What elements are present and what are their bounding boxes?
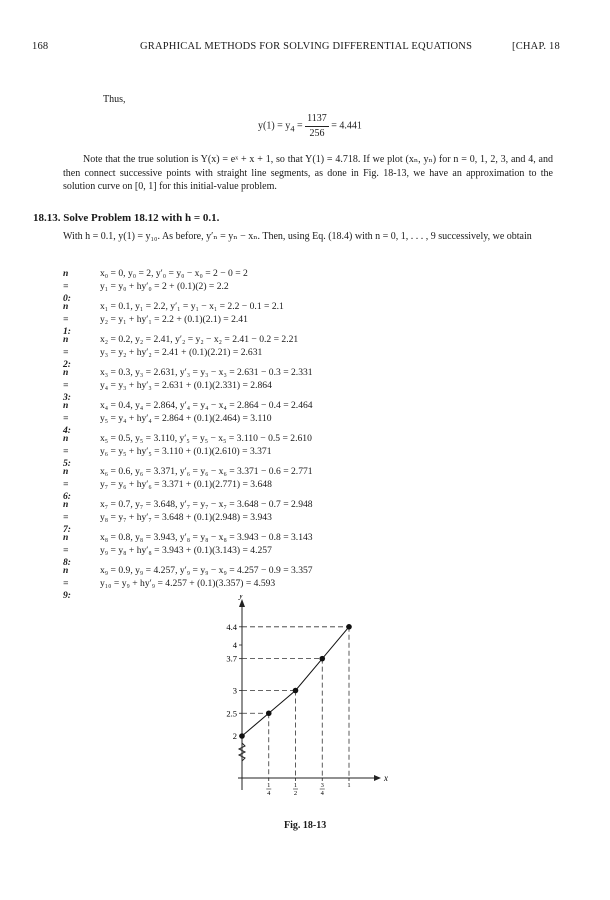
y-tick-label: 2.5 xyxy=(226,708,237,719)
step-line-2: y₆ = y₅ + hy′₅ = 3.110 + (0.1)(2.610) = 3.371 xyxy=(100,446,272,457)
data-point xyxy=(293,688,299,694)
y-axis-arrow xyxy=(239,599,245,607)
step-line-2: y₃ = y₂ + hy′₂ = 2.41 + (0.1)(2.21) = 2.631 xyxy=(100,347,263,358)
step-line-1: x₈ = 0.8, y₈ = 3.943, y′₈ = y₈ − x₈ = 3.943 − 0.8 = 3.143 xyxy=(100,532,313,543)
step-line-1: x₅ = 0.5, y₅ = 3.110, y′₅ = y₅ − x₅ = 3.110 − 0.5 = 2.610 xyxy=(100,433,312,444)
step-line-1: x₉ = 0.9, y₉ = 4.257, y′₉ = y₉ − x₉ = 4.257 − 0.9 = 3.357 xyxy=(100,565,313,576)
step-line-1: x₆ = 0.6, y₆ = 3.371, y′₆ = y₆ − x₆ = 3.371 − 0.6 = 2.771 xyxy=(100,466,313,477)
y-tick-label: 3.7 xyxy=(226,653,237,664)
equation-fraction xyxy=(305,112,329,140)
data-point xyxy=(319,656,325,662)
step-label: n = 3: xyxy=(63,367,71,403)
euler-figure xyxy=(222,595,402,810)
step-label: n = 1: xyxy=(63,301,71,337)
problem-intro: With h = 0.1, y(1) = y₁₀. As before, y′ₙ = yₙ − xₙ. Then, using Eq. (18.4) with n = 0, 1, . . . , 9 successively, we obtain xyxy=(63,231,532,242)
step-line-1: x₁ = 0.1, y₁ = 2.2, y′₁ = y₁ − x₁ = 2.2 − 0.1 = 2.1 xyxy=(100,301,284,312)
equation-lhs-subscript: 4 xyxy=(290,124,295,134)
step-label: n = 5: xyxy=(63,433,71,469)
step-line-1: x₇ = 0.7, y₇ = 3.648, y′₇ = y₇ − x₇ = 3.648 − 0.7 = 2.948 xyxy=(100,499,313,510)
chapter-label: [CHAP. 18 xyxy=(512,41,560,52)
thus-text: Thus, xyxy=(103,94,126,105)
step-line-2: y₁₀ = y₉ + hy′₉ = 4.257 + (0.1)(3.357) = 4.593 xyxy=(100,578,276,589)
x-tick-numerator: 1 xyxy=(267,782,271,789)
step-label: n = 2: xyxy=(63,334,71,370)
y-tick-label: 4.4 xyxy=(226,621,237,632)
step-line-2: y₇ = y₆ + hy′₆ = 3.371 + (0.1)(2.771) = 3.648 xyxy=(100,479,272,490)
step-line-1: x₃ = 0.3, y₃ = 2.631, y′₃ = y₃ − x₃ = 2.631 − 0.3 = 2.331 xyxy=(100,367,313,378)
y-tick-label: 4 xyxy=(232,640,237,650)
step-line-2: y₄ = y₃ + hy′₃ = 2.631 + (0.1)(2.331) = 2.864 xyxy=(100,380,272,391)
step-line-2: y₅ = y₄ + hy′₄ = 2.864 + (0.1)(2.464) = 3.110 xyxy=(100,413,272,424)
x-tick-numerator: 1 xyxy=(293,782,298,789)
step-label: n = 7: xyxy=(63,499,71,535)
step-line-1: x₂ = 0.2, y₂ = 2.41, y′₂ = y₂ − x₂ = 2.41 − 0.2 = 2.21 xyxy=(100,334,299,345)
problem-number: 18.13. xyxy=(33,212,61,224)
fraction-numerator: 1137 xyxy=(305,112,329,127)
equation-lhs: y(1) = y xyxy=(258,120,291,132)
fraction-denominator: 256 xyxy=(309,127,325,139)
y-tick-label: 2 xyxy=(232,731,237,741)
x-tick-numerator: 1 xyxy=(347,782,351,789)
step-line-2: y₈ = y₇ + hy′₇ = 3.648 + (0.1)(2.948) = 3.943 xyxy=(100,512,272,523)
running-title: GRAPHICAL METHODS FOR SOLVING DIFFERENTIAL EQUATIONS xyxy=(140,41,473,52)
data-point xyxy=(239,733,245,739)
figure-caption: Fig. 18-13 xyxy=(284,820,327,831)
x-tick-denominator: 4 xyxy=(267,790,271,797)
note-paragraph: Note that the true solution is Y(x) = eˣ + x + 1, so that Y(1) = 4.718. If we plot (xₙ, yₙ) for n = 0, 1, 2, 3, and 4, and then connect successive points with straight line segments, as done in Fig. 18-13, we have an approximation to the solution curve on [0, 1] for this initial-value problem. xyxy=(63,154,553,192)
step-label: n = 9: xyxy=(63,565,71,601)
x-axis-arrow xyxy=(374,775,381,781)
data-point xyxy=(266,710,272,716)
step-label: n = 0: xyxy=(63,268,71,304)
approximation-line xyxy=(242,627,349,736)
problem-title: Solve Problem 18.12 with h = 0.1. xyxy=(63,212,220,224)
data-point xyxy=(346,624,352,630)
x-axis-label: x xyxy=(384,773,388,783)
step-line-2: y₁ = y₀ + hy′₀ = 2 + (0.1)(2) = 2.2 xyxy=(100,281,229,292)
x-tick-denominator: 2 xyxy=(293,790,298,797)
y-axis-label: y xyxy=(239,595,243,600)
step-line-2: y₂ = y₁ + hy′₁ = 2.2 + (0.1)(2.1) = 2.41 xyxy=(100,314,248,325)
step-label: n = 6: xyxy=(63,466,71,502)
step-line-1: x₄ = 0.4, y₄ = 2.864, y′₄ = y₄ − x₄ = 2.864 − 0.4 = 2.464 xyxy=(100,400,313,411)
x-tick-denominator: 4 xyxy=(320,790,324,797)
problem-heading xyxy=(33,212,219,226)
step-label: n = 4: xyxy=(63,400,71,436)
step-line-2: y₉ = y₈ + hy′₈ = 3.943 + (0.1)(3.143) = 4.257 xyxy=(100,545,272,556)
equation-rhs: = 4.441 xyxy=(331,120,362,132)
page-number: 168 xyxy=(32,41,49,52)
x-tick-numerator: 3 xyxy=(320,782,324,789)
result-equation: $y(1) = y_4$ = $\frac{1137}{256}$ = 4.441 xyxy=(258,113,362,139)
y-tick-label: 3 xyxy=(232,685,237,696)
step-line-1: x₀ = 0, y₀ = 2, y′₀ = y₀ − x₀ = 2 − 0 = 2 xyxy=(100,268,248,279)
step-label: n = 8: xyxy=(63,532,71,568)
